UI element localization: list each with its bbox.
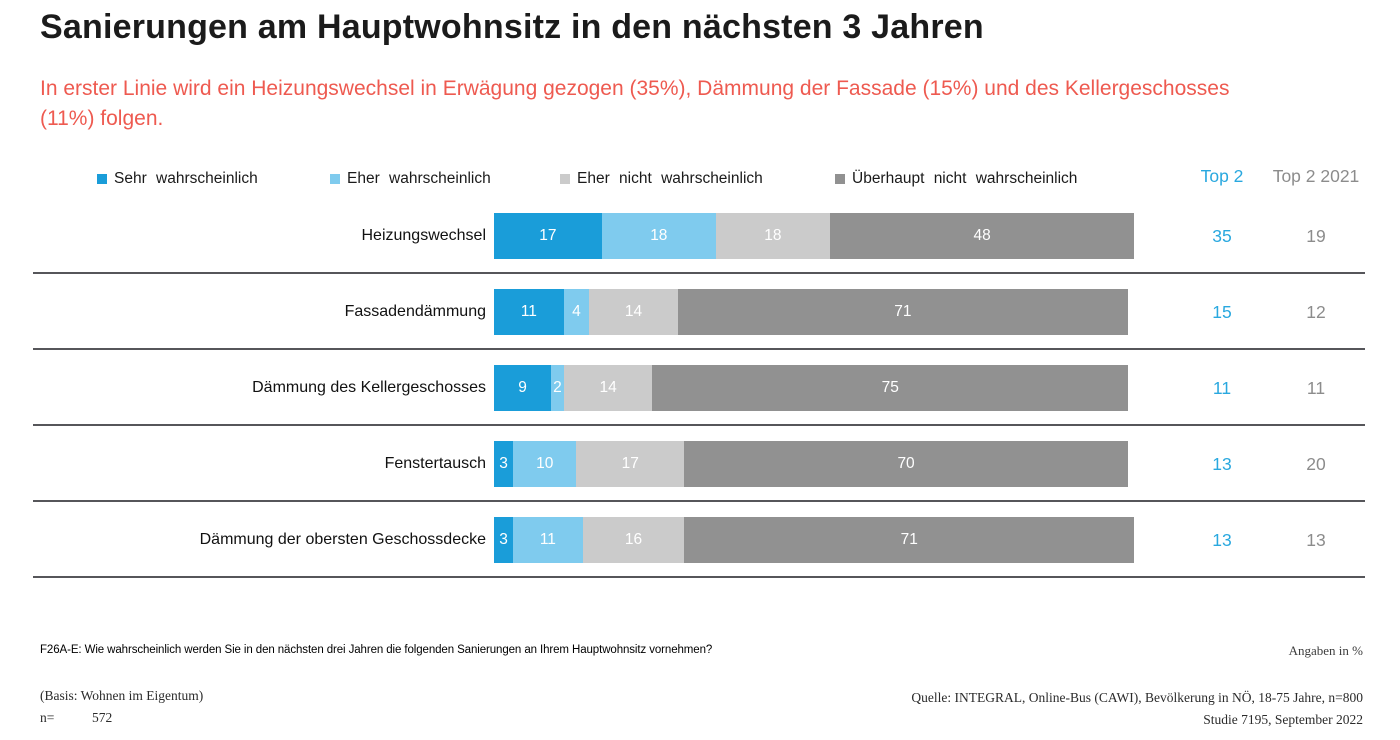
category-label: Fassadendämmung: [344, 303, 486, 320]
stacked-bar: [494, 365, 1128, 411]
bar-segment: 11: [494, 289, 564, 335]
bar-segment: 70: [684, 441, 1128, 487]
top2-value: 11: [1212, 377, 1232, 398]
category-label: Dämmung des Kellergeschosses: [252, 379, 486, 396]
n-label: n=: [40, 710, 55, 725]
sample-size-line: [40, 710, 112, 726]
row-divider: [33, 576, 1365, 578]
top2-2021-value: 13: [1306, 529, 1326, 550]
bar-segment: 16: [583, 517, 684, 563]
page-title: Sanierungen am Hauptwohnsitz in den nächsten 3 Jahren: [40, 8, 984, 46]
stacked-bar: [494, 517, 1134, 563]
subtitle: In erster Linie wird ein Heizungswechsel in Erwägung gezogen (35%), Dämmung der Fassade (15%) und des Kellergeschosses (11%) folgen.: [40, 77, 1230, 130]
bar-segment: 71: [678, 289, 1128, 335]
bar-segment: 11: [513, 517, 583, 563]
legend-item: [560, 170, 763, 188]
source-line-2: Studie 7195, September 2022: [1203, 712, 1363, 727]
bar-segment: 14: [564, 365, 653, 411]
legend-swatch-icon: [560, 174, 570, 184]
top2-2021-value: 19: [1306, 225, 1326, 246]
stacked-bar: [494, 289, 1128, 335]
category-label: Fenstertausch: [384, 455, 486, 472]
chart-row: [0, 274, 1400, 350]
bar-segment: 75: [652, 365, 1128, 411]
chart-rows: [0, 198, 1400, 578]
column-header-top2-2021: Top 2 2021: [1272, 166, 1360, 186]
stacked-bar: [494, 213, 1134, 259]
bar-segment: 3: [494, 441, 513, 487]
bar-segment: 14: [589, 289, 678, 335]
bar-segment: 18: [716, 213, 830, 259]
stacked-bar: [494, 441, 1128, 487]
top2-2021-value: 12: [1306, 301, 1326, 322]
top2-value: 13: [1212, 453, 1232, 474]
legend-label: Eher wahrscheinlich: [347, 170, 491, 187]
legend-swatch-icon: [330, 174, 340, 184]
chart-row: [0, 502, 1400, 578]
chart-row: [0, 198, 1400, 274]
bar-segment: 4: [564, 289, 589, 335]
top2-2021-value: 11: [1306, 377, 1326, 398]
bar-segment: 48: [830, 213, 1134, 259]
legend-label: Überhaupt nicht wahrscheinlich: [852, 170, 1078, 187]
basis-note: (Basis: Wohnen im Eigentum): [40, 688, 204, 703]
bar-segment: 2: [551, 365, 564, 411]
source-note: [911, 687, 1363, 731]
legend-label: Eher nicht wahrscheinlich: [577, 170, 763, 187]
source-line-1: Quelle: INTEGRAL, Online-Bus (CAWI), Bevölkerung in NÖ, 18-75 Jahre, n=800: [911, 690, 1363, 705]
category-label: Dämmung der obersten Geschossdecke: [199, 531, 486, 548]
question-footnote: F26A-E: Wie wahrscheinlich werden Sie in den nächsten drei Jahren die folgenden Sanierungen an Ihrem Hauptwohnsitz vornehmen?: [40, 644, 713, 656]
legend-item: [97, 170, 258, 188]
top2-2021-value: 20: [1306, 453, 1326, 474]
legend-swatch-icon: [835, 174, 845, 184]
category-label: Heizungswechsel: [361, 227, 486, 244]
legend-swatch-icon: [97, 174, 107, 184]
legend-label: Sehr wahrscheinlich: [114, 170, 258, 187]
bar-segment: 9: [494, 365, 551, 411]
chart-row: [0, 426, 1400, 502]
bar-segment: 71: [684, 517, 1134, 563]
bar-segment: 3: [494, 517, 513, 563]
column-header-top2: Top 2: [1200, 166, 1244, 186]
top2-value: 13: [1212, 529, 1232, 550]
top2-value: 15: [1212, 301, 1232, 322]
bar-segment: 18: [602, 213, 716, 259]
bar-segment: 17: [494, 213, 602, 259]
bar-segment: 10: [513, 441, 576, 487]
bar-segment: 17: [576, 441, 684, 487]
chart-row: [0, 350, 1400, 426]
legend-item: [330, 170, 491, 188]
legend-item: [835, 170, 1077, 188]
n-value: 572: [92, 710, 113, 725]
top2-value: 35: [1212, 225, 1232, 246]
unit-note: Angaben in %: [1288, 643, 1363, 658]
